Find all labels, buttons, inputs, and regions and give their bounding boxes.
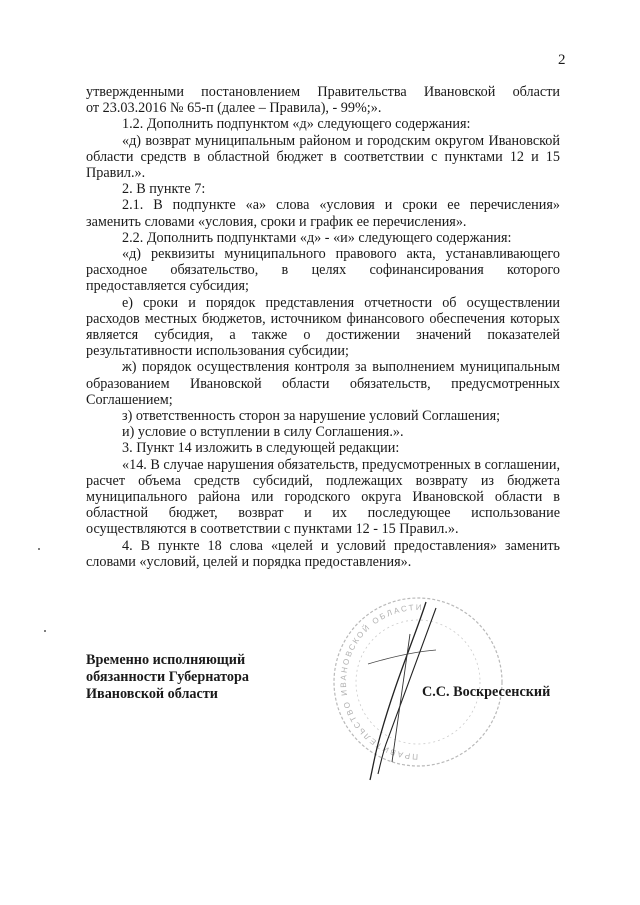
signature-title-line-3: Ивановской области: [86, 686, 218, 702]
paragraph: «14. В случае нарушения обязательств, предусмотренных в соглашении, расчет объема средств субсидий, подлежащих возврату из бюджета муниципального района или городского округа Ивановской области в областной бюджет, возврат и их последующее использование осуществляются в соответствии с пунктами 12 - 15 Правил.».: [86, 456, 560, 538]
paragraph: 4. В пункте 18 слова «целей и условий предоставления» заменить словами «условий, целей и порядка предоставления».: [86, 537, 560, 570]
paragraph: «д) реквизиты муниципального правового акта, устанавливающего расходное обязательство, в целях софинансирования которого предоставляется субсидия;: [86, 246, 560, 295]
paragraph: и) условие о вступлении в силу Соглашения.».: [122, 424, 404, 441]
paragraph: 3. Пункт 14 изложить в следующей редакции:: [122, 440, 400, 457]
signature-title-line-2: обязанности Губернатора: [86, 669, 249, 685]
signature-block: [86, 652, 306, 703]
paragraph: утвержденными постановлением Правительства Ивановской области: [86, 84, 560, 100]
page-number: 2: [558, 52, 566, 68]
paragraph: з) ответственность сторон за нарушение условий Соглашения;: [122, 408, 501, 425]
paragraph: от 23.03.2016 № 65-п (далее – Правила), - 99%;».: [86, 100, 382, 117]
scan-speck: [38, 548, 40, 550]
paragraph: «д) возврат муниципальным районом и городским округом Ивановской области средств в областной бюджет в соответствии с пунктами 12 и 15 Правил.».: [86, 132, 560, 182]
paragraph: 1.2. Дополнить подпунктом «д» следующего содержания:: [122, 116, 471, 133]
paragraph: ж) порядок осуществления контроля за выполнением муниципальным образованием Ивановской области обязательств, предусмотренных Соглашением;: [86, 359, 560, 408]
paragraph: 2.2. Дополнить подпунктами «д» - «и» следующего содержания:: [122, 229, 512, 246]
signature-title-line-1: Временно исполняющий: [86, 652, 246, 668]
paragraph: е) сроки и порядок представления отчетности об осуществлении расходов местных бюджетов, источником финансового обеспечения которых является субсидия, а также о достижении значений показателей результативности использования субсидии;: [86, 294, 560, 360]
svg-text:ПРАВИТЕЛЬСТВО ИВАНОВСКОЙ ОБЛАС: ПРАВИТЕЛЬСТВО ИВАНОВСКОЙ ОБЛАСТИ: [338, 602, 424, 762]
scan-speck: [44, 630, 46, 632]
document-body: [86, 84, 560, 570]
signer-name: С.С. Воскресенский: [422, 684, 551, 700]
paragraph: 2. В пункте 7:: [122, 181, 206, 198]
paragraph: 2.1. В подпункте «а» слова «условия и сроки ее перечисления» заменить словами «условия, сроки и график ее перечисления».: [86, 197, 560, 230]
